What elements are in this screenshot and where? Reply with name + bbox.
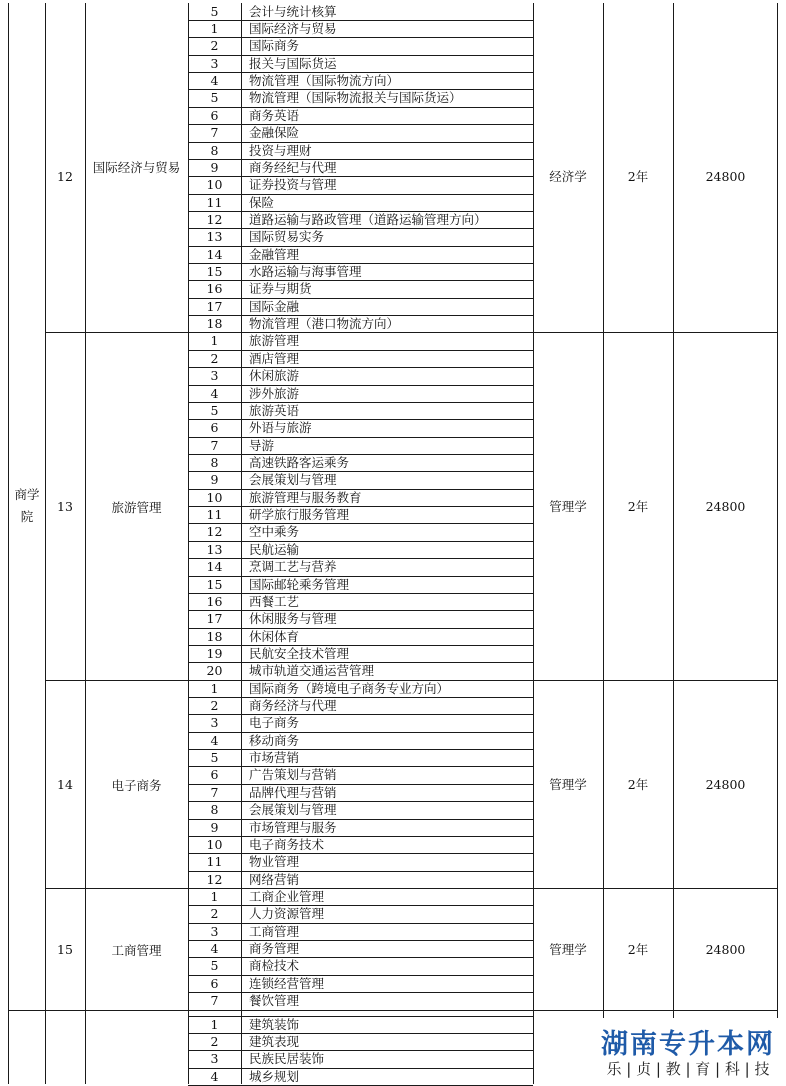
major-number: 6 (210, 420, 219, 436)
major-number: 17 (206, 611, 223, 627)
major-number: 2 (210, 38, 219, 54)
major-number: 11 (206, 507, 223, 523)
major-number: 5 (210, 90, 219, 106)
college-name: 商学院 (14, 487, 40, 525)
major-number: 15 (206, 264, 223, 280)
major-name: 道路运输与路政管理（道路运输管理方向） (249, 211, 487, 227)
major-number: 2 (210, 1033, 219, 1049)
major-name: 广告策划与营销 (249, 767, 337, 783)
watermark-logo (592, 1018, 784, 1084)
major-number: 8 (210, 142, 219, 158)
major-table (8, 3, 778, 1084)
major-name: 投资与理财 (249, 142, 312, 158)
program-number: 14 (57, 776, 73, 792)
major-number: 7 (210, 784, 219, 800)
major-number: 10 (206, 177, 223, 193)
major-number: 14 (206, 246, 223, 262)
duration: 2年 (627, 499, 649, 515)
major-name: 国际贸易实务 (249, 229, 325, 245)
major-name: 电子商务 (249, 715, 300, 731)
duration: 2年 (627, 776, 649, 792)
major-name: 涉外旅游 (249, 385, 300, 401)
major-number: 12 (206, 211, 223, 227)
program-name: 国际经济与贸易 (92, 160, 181, 176)
major-name: 网络营销 (249, 871, 300, 887)
major-name: 国际经济与贸易 (249, 21, 337, 36)
major-name: 高速铁路客运乘务 (249, 455, 350, 470)
major-name: 商务管理 (249, 941, 300, 957)
program-number: 12 (57, 169, 73, 185)
major-name: 保险 (249, 194, 275, 210)
major-number: 8 (210, 802, 219, 818)
major-name: 会展策划与管理 (249, 472, 337, 488)
major-name: 市场营销 (249, 750, 300, 766)
major-name: 民族民居装饰 (249, 1051, 325, 1067)
major-number: 1 (210, 680, 219, 696)
discipline: 管理学 (549, 941, 587, 957)
major-number: 13 (206, 229, 223, 245)
major-name: 物流管理（国际物流方向） (249, 73, 400, 89)
major-number: 11 (206, 194, 223, 210)
major-number: 10 (206, 836, 223, 852)
major-name: 建筑装饰 (249, 1016, 300, 1032)
major-name: 商务英语 (249, 107, 300, 123)
discipline: 经济学 (549, 169, 587, 185)
major-number: 5 (210, 958, 219, 974)
major-number: 11 (206, 854, 223, 870)
major-name: 会展策划与管理 (249, 802, 337, 818)
major-number: 18 (206, 628, 223, 644)
major-name: 证券与期货 (249, 281, 312, 297)
major-name: 报关与国际货运 (249, 55, 337, 71)
major-name: 国际金融 (249, 298, 300, 314)
major-number: 4 (210, 385, 219, 401)
major-number: 14 (206, 559, 223, 575)
major-name: 物流管理（港口物流方向） (249, 316, 400, 332)
major-name: 金融保险 (249, 125, 300, 141)
major-number: 9 (210, 472, 219, 488)
major-number: 12 (206, 871, 223, 887)
major-name: 连锁经营管理 (249, 975, 325, 991)
major-name: 民航运输 (249, 541, 300, 557)
major-number: 16 (206, 281, 223, 297)
major-number: 2 (210, 350, 219, 366)
major-number: 1 (210, 889, 219, 904)
major-number: 3 (210, 1051, 219, 1067)
major-number: 5 (210, 750, 219, 766)
major-number: 16 (206, 593, 223, 609)
duration: 2年 (627, 169, 649, 185)
major-name: 工商企业管理 (249, 889, 325, 904)
major-number: 4 (210, 941, 219, 957)
major-name: 旅游管理 (249, 333, 300, 349)
major-number: 12 (206, 524, 223, 540)
major-name: 休闲服务与管理 (249, 611, 337, 627)
major-name: 金融管理 (249, 246, 300, 262)
major-name: 电子商务技术 (249, 836, 325, 852)
major-name: 商检技术 (249, 958, 300, 974)
tuition-fee: 24800 (705, 499, 746, 515)
duration: 2年 (627, 941, 649, 957)
major-number: 17 (206, 298, 223, 314)
major-number: 13 (206, 541, 223, 557)
major-name: 城乡规划 (249, 1068, 300, 1084)
major-name: 水路运输与海事管理 (249, 264, 362, 280)
major-name: 会计与统计核算 (249, 4, 337, 19)
college-rule (8, 1010, 778, 1011)
major-number: 20 (206, 663, 223, 679)
discipline: 管理学 (549, 499, 587, 515)
group-rule (45, 888, 778, 889)
major-number: 7 (210, 437, 219, 453)
major-number: 9 (210, 819, 219, 835)
group-rule (45, 680, 778, 681)
major-name: 城市轨道交通运营管理 (249, 663, 375, 679)
major-name: 旅游英语 (249, 402, 300, 418)
major-name: 证券投资与管理 (249, 177, 337, 193)
major-name: 品牌代理与营销 (249, 784, 337, 800)
program-number: 13 (57, 499, 73, 515)
major-name: 休闲旅游 (249, 368, 300, 384)
tuition-fee: 24800 (705, 776, 746, 792)
major-name: 建筑表现 (249, 1033, 300, 1049)
major-number: 5 (210, 4, 219, 19)
major-name: 商务经济与代理 (249, 698, 337, 714)
major-name: 国际商务 (249, 38, 300, 54)
major-number: 6 (210, 975, 219, 991)
column-rule (241, 3, 242, 1084)
major-name: 酒店管理 (249, 350, 300, 366)
major-number: 3 (210, 923, 219, 939)
major-name: 外语与旅游 (249, 420, 312, 436)
major-name: 旅游管理与服务教育 (249, 489, 362, 505)
major-number: 2 (210, 906, 219, 922)
major-number: 9 (210, 159, 219, 175)
major-name: 研学旅行服务管理 (249, 507, 350, 523)
program-number: 15 (57, 941, 73, 957)
major-name: 人力资源管理 (249, 906, 325, 922)
column-rule (8, 3, 9, 1084)
major-number: 3 (210, 368, 219, 384)
major-name: 国际邮轮乘务管理 (249, 576, 350, 592)
major-number: 7 (210, 125, 219, 141)
major-name: 物业管理 (249, 854, 300, 870)
group-rule (45, 332, 778, 333)
column-rule (85, 3, 86, 1084)
major-number: 1 (210, 333, 219, 349)
watermark-subtitle: 乐 | 贞 | 教 | 育 | 科 | 技 (606, 1060, 770, 1078)
major-name: 西餐工艺 (249, 593, 300, 609)
major-name: 烹调工艺与营养 (249, 559, 337, 575)
major-name: 餐饮管理 (249, 993, 300, 1009)
column-rule (777, 3, 778, 1084)
major-number: 6 (210, 107, 219, 123)
column-rule (533, 3, 534, 1084)
major-name: 民航安全技术管理 (249, 645, 350, 661)
major-number: 3 (210, 55, 219, 71)
column-rule (188, 3, 189, 1084)
major-number: 3 (210, 715, 219, 731)
program-name: 工商管理 (111, 942, 162, 958)
major-number: 7 (210, 993, 219, 1009)
major-number: 19 (206, 645, 223, 661)
major-name: 国际商务（跨境电子商务专业方向） (249, 680, 450, 696)
major-name: 空中乘务 (249, 524, 300, 540)
watermark-title: 湖南专升本网 (601, 1029, 775, 1060)
major-number: 8 (210, 455, 219, 470)
column-rule (45, 3, 46, 1084)
tuition-fee: 24800 (705, 941, 746, 957)
major-name: 市场管理与服务 (249, 819, 337, 835)
major-number: 6 (210, 767, 219, 783)
major-number: 5 (210, 402, 219, 418)
major-name: 商务经纪与代理 (249, 159, 337, 175)
column-rule (603, 3, 604, 1084)
program-name: 电子商务 (111, 777, 162, 793)
discipline: 管理学 (549, 776, 587, 792)
major-number: 4 (210, 1068, 219, 1084)
program-name: 旅游管理 (111, 500, 162, 516)
major-number: 4 (210, 73, 219, 89)
major-number: 2 (210, 698, 219, 714)
column-rule (673, 3, 674, 1084)
major-number: 4 (210, 732, 219, 748)
major-name: 工商管理 (249, 923, 300, 939)
major-number: 1 (210, 21, 219, 36)
major-number: 10 (206, 489, 223, 505)
major-name: 导游 (249, 437, 275, 453)
major-name: 休闲体育 (249, 628, 300, 644)
major-name: 移动商务 (249, 732, 300, 748)
major-number: 1 (210, 1016, 219, 1032)
major-number: 15 (206, 576, 223, 592)
major-number: 18 (206, 316, 223, 332)
tuition-fee: 24800 (705, 169, 746, 185)
major-name: 物流管理（国际物流报关与国际货运） (249, 90, 462, 106)
